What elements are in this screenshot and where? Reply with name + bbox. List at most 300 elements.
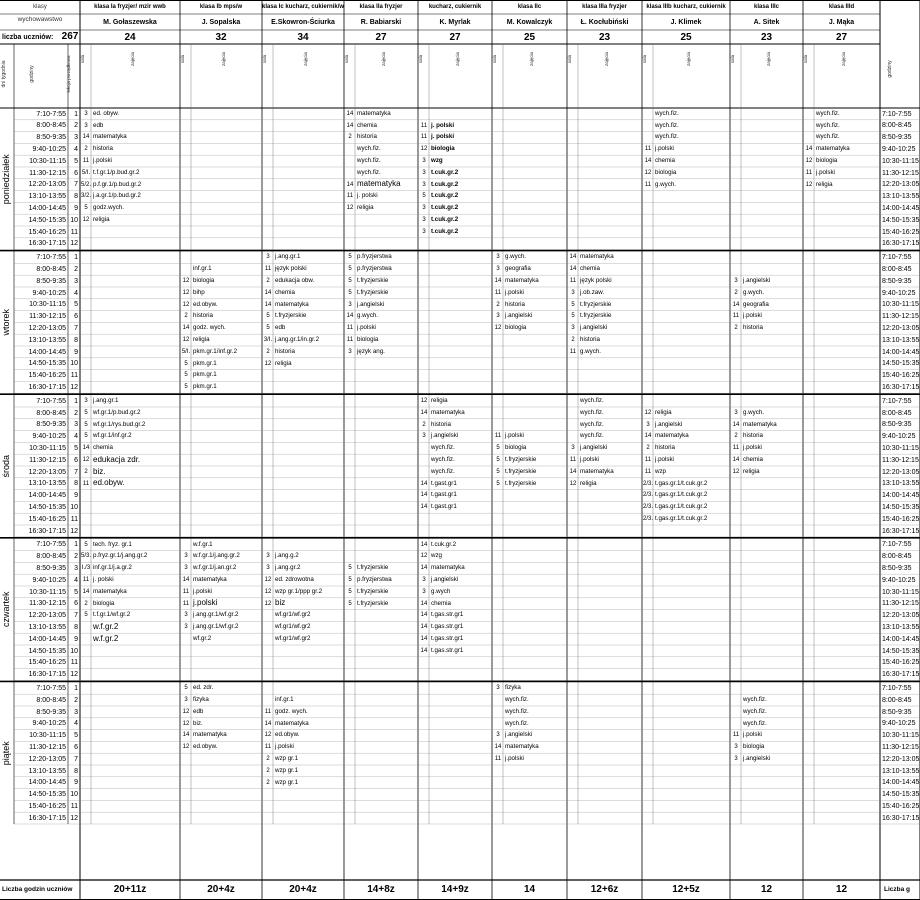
time-right-3-10: 14:50-15:35 <box>882 503 920 511</box>
lesson-3-5-5: wych.fiz. <box>431 444 455 452</box>
day-label-1: poniedziałek <box>1 153 11 204</box>
class-name-9: klasa IIIc <box>753 4 780 10</box>
lesson-4-7-2: j.ang.gr.1/wf.gr.2 <box>193 611 239 619</box>
lesson-number-2-6: 6 <box>74 313 78 321</box>
room-1-7-4: 14 <box>346 181 354 188</box>
room-5-6-3: 11 <box>264 744 272 751</box>
room-1-6-5: 3 <box>422 169 426 176</box>
room-2-12-2: 5 <box>184 384 188 391</box>
sala-label-6: sala <box>492 54 497 64</box>
lesson-2-9-7: g.wych. <box>580 347 601 355</box>
room-3-2-1: 5 <box>84 409 88 416</box>
lesson-1-7-10: religia <box>816 180 833 188</box>
room-4-2-1: 5/3. <box>81 553 92 560</box>
class-count-6: 25 <box>523 32 536 43</box>
room-2-7-6: 12 <box>494 325 502 332</box>
lesson-5-8-3: wzp gr.1 <box>275 766 299 774</box>
lesson-number-3-1: 1 <box>74 397 78 405</box>
room-3-8-1: 11 <box>82 480 90 487</box>
room-1-6-10: 11 <box>805 169 813 176</box>
room-3-3-8: 3 <box>646 421 650 428</box>
lesson-number-1-9: 9 <box>74 204 78 212</box>
room-2-9-4: 3 <box>348 348 352 355</box>
lesson-3-7-7: matematyka <box>580 467 614 475</box>
class-teacher-3: E.Skowron-Ściurka <box>271 19 335 26</box>
time-right-5-7: 12:20-13:05 <box>882 755 920 763</box>
room-5-6-9: 3 <box>734 744 738 751</box>
sala-label-8: sala <box>642 54 647 64</box>
lesson-1-7-4: matematyka <box>357 179 401 189</box>
day-label-3: środa <box>1 454 11 478</box>
lesson-1-2-4: chemia <box>357 121 377 129</box>
time-5-12: 16:30-17:15 <box>28 814 66 822</box>
lesson-3-7-6: t.fryzjerskie <box>505 467 537 475</box>
room-3-10-8: 2/3. <box>643 504 654 511</box>
lesson-3-4-1: wf.gr.1/inf.gr.2 <box>93 432 132 440</box>
sala-label-2: sala <box>180 54 185 64</box>
time-4-3: 8:50-9:35 <box>36 564 66 572</box>
lesson-1-2-5: j. polski <box>431 121 455 129</box>
lesson-number-4-10: 10 <box>70 647 78 655</box>
lesson-4-1-2: w.f.gr.1 <box>193 540 213 548</box>
lesson-1-1-10: wych.fiz. <box>816 109 840 117</box>
lesson-number-3-6: 6 <box>74 456 78 464</box>
lesson-2-12-2: pkm.gr.1 <box>193 383 217 391</box>
lesson-1-2-1: edb <box>93 121 104 129</box>
room-3-5-8: 2 <box>646 445 650 452</box>
lesson-number-5-9: 9 <box>74 779 78 787</box>
footer-hours-2: 20+4z <box>207 884 235 895</box>
room-3-11-8: 2/3. <box>643 516 654 522</box>
room-1-10-1: 12 <box>82 217 90 223</box>
lesson-2-4-2: bihp <box>193 288 205 296</box>
lesson-1-4-4: wych.fiz. <box>357 145 381 153</box>
room-4-2-3: 3 <box>266 553 270 560</box>
time-1-1: 7:10-7:55 <box>36 110 66 118</box>
time-3-5: 10:30-11:15 <box>29 444 66 452</box>
room-2-6-4: 14 <box>346 313 354 320</box>
room-4-4-5: 3 <box>422 577 426 583</box>
lesson-number-3-4: 4 <box>74 433 78 441</box>
room-3-7-9: 12 <box>732 468 740 475</box>
lesson-3-6-1: edukacja zdr. <box>93 454 141 464</box>
lesson-2-6-3: t.fryzjerskie <box>275 312 307 320</box>
room-2-5-9: 14 <box>732 301 740 308</box>
time-2-5: 10:30-11:15 <box>29 301 66 309</box>
lesson-4-5-1: matematyka <box>93 587 127 595</box>
lesson-number-3-5: 5 <box>74 444 78 452</box>
lesson-1-3-1: matematyka <box>93 133 127 141</box>
lesson-2-2-6: geografia <box>505 265 531 273</box>
time-right-1-6: 11:30-12:15 <box>882 169 919 177</box>
time-right-3-3: 8:50-9:35 <box>882 421 912 429</box>
sala-label-4: sala <box>344 54 349 64</box>
room-2-7-3: 5 <box>266 325 270 332</box>
time-3-8: 13:10-13:55 <box>28 480 66 488</box>
time-right-1-5: 10:30-11:15 <box>882 157 919 165</box>
room-1-7-10: 12 <box>805 181 813 188</box>
time-1-3: 8:50-9:35 <box>36 134 66 142</box>
lesson-2-2-7: chemia <box>580 265 600 273</box>
lesson-1-4-8: j.polski <box>655 145 674 153</box>
time-5-6: 11:30-12:15 <box>29 743 66 751</box>
lesson-number-3-10: 10 <box>70 503 78 511</box>
time-1-7: 12:20-13:05 <box>28 181 66 189</box>
time-2-1: 7:10-7:55 <box>36 254 66 262</box>
class-teacher-6: M. Kowalczyk <box>506 19 553 26</box>
lesson-3-1-5: religia <box>431 397 448 404</box>
lesson-2-7-7: j.angielski <box>580 324 608 332</box>
lesson-2-6-9: j.polski <box>743 312 762 320</box>
lesson-3-4-7: wych.fiz. <box>580 432 604 440</box>
time-right-1-2: 8:00-8:45 <box>882 122 912 130</box>
room-3-3-5: 2 <box>422 421 426 428</box>
room-1-3-5: 11 <box>420 134 428 141</box>
lesson-1-1-1: ed. obyw. <box>93 109 120 117</box>
room-5-8-3: 2 <box>266 767 270 774</box>
lesson-5-7-6: j.polski <box>505 755 524 762</box>
room-1-11-5: 3 <box>422 228 426 235</box>
time-1-8: 13:10-13:55 <box>28 193 66 201</box>
time-right-2-8: 13:10-13:55 <box>882 336 920 344</box>
room-4-3-5: 14 <box>420 565 428 572</box>
room-4-6-1: 2 <box>84 600 88 607</box>
room-5-7-6: 11 <box>494 756 502 762</box>
room-5-6-2: 12 <box>182 744 190 751</box>
room-3-9-8: 2/3. <box>643 492 654 499</box>
lekcja-label: lekcja porządkowa <box>66 55 71 93</box>
zajecia-label-10: zajęcia <box>841 52 846 67</box>
room-3-5-7: 3 <box>571 445 575 452</box>
lesson-4-2-1: p.fryz.gr.1/j.ang.gr.2 <box>93 552 148 560</box>
time-3-4: 9:40-10:25 <box>32 433 66 441</box>
lesson-5-7-9: j.angielski <box>743 755 771 762</box>
time-right-2-4: 9:40-10:25 <box>882 289 916 297</box>
lesson-number-1-5: 5 <box>74 157 78 165</box>
liczba-uczniow-label: liczba uczniów: <box>2 34 54 41</box>
time-right-2-12: 16:30-17:15 <box>882 383 920 391</box>
lesson-number-3-3: 3 <box>74 421 78 429</box>
lesson-2-3-6: matematyka <box>505 277 539 284</box>
liczba-uczniow-total: 267 <box>61 31 79 42</box>
zajecia-label-1: zajęcia <box>129 52 135 67</box>
lesson-5-7-3: wzp gr.1 <box>275 755 299 762</box>
footer-hours-8: 12+5z <box>672 884 700 895</box>
time-right-1-11: 15:40-16:25 <box>882 228 920 236</box>
day-label-2: wtorek <box>1 309 11 336</box>
lesson-number-1-10: 10 <box>70 216 78 224</box>
time-1-10: 14:50-15:35 <box>28 216 66 224</box>
class-teacher-5: K. Myrlak <box>439 19 471 26</box>
lesson-5-2-6: wych.fiz. <box>505 696 529 703</box>
lesson-4-4-2: matematyka <box>193 576 227 583</box>
lesson-3-8-5: t.gast.gr1 <box>431 479 457 487</box>
time-4-2: 8:00-8:45 <box>36 553 66 561</box>
time-2-10: 14:50-15:35 <box>28 360 66 368</box>
lesson-number-1-8: 8 <box>74 193 78 201</box>
time-right-4-2: 8:00-8:45 <box>882 553 912 561</box>
lesson-1-6-1: t.f.gr.1/p.bud.gr.2 <box>93 168 140 176</box>
room-1-7-5: 3 <box>422 181 426 188</box>
room-2-8-4: 11 <box>346 337 354 343</box>
lesson-number-5-7: 7 <box>74 755 78 763</box>
time-right-5-9: 14:00-14:45 <box>882 779 920 787</box>
room-5-1-6: 3 <box>496 685 500 692</box>
room-3-1-1: 3 <box>84 398 88 404</box>
footer-hours-1: 20+11z <box>113 884 147 895</box>
time-right-3-7: 12:20-13:05 <box>882 468 920 476</box>
time-right-3-2: 8:00-8:45 <box>882 409 912 417</box>
lesson-1-4-5: biologia <box>431 145 455 153</box>
footer-right-label: Liczba g <box>884 886 911 893</box>
lesson-4-8-3: wf.gr1/wf.gr2 <box>275 623 311 631</box>
time-right-3-4: 9:40-10:25 <box>882 433 916 441</box>
room-2-1-3: 3 <box>266 254 270 261</box>
time-2-4: 9:40-10:25 <box>32 289 66 297</box>
room-2-3-2: 12 <box>182 278 190 284</box>
lesson-3-5-8: historia <box>655 444 675 452</box>
footer-hours-10: 12 <box>835 884 848 895</box>
room-4-1-5: 14 <box>420 541 428 548</box>
room-4-6-3: 12 <box>264 600 272 607</box>
lesson-number-2-9: 9 <box>74 348 78 356</box>
lesson-number-4-9: 9 <box>74 635 78 643</box>
lesson-number-4-8: 8 <box>74 623 78 631</box>
lesson-3-6-6: t.fryzjerskie <box>505 456 537 463</box>
room-2-9-7: 11 <box>569 348 577 355</box>
room-2-4-4: 5 <box>348 289 352 296</box>
room-2-2-3: 11 <box>264 266 272 273</box>
lesson-2-3-3: edukacja obw. <box>275 277 315 284</box>
lesson-4-1-5: t.cuk.gr.2 <box>431 540 457 548</box>
room-3-10-5: 14 <box>420 504 428 511</box>
lesson-2-4-6: j.polski <box>505 288 524 296</box>
zajecia-label-7: zajęcia <box>604 52 609 67</box>
time-3-3: 8:50-9:35 <box>36 421 66 429</box>
sala-label-10: sala <box>803 54 808 64</box>
room-1-7-1: 5/2. <box>81 181 92 188</box>
room-3-4-8: 14 <box>644 433 652 440</box>
lesson-3-3-9: matematyka <box>743 420 777 428</box>
lesson-4-4-1: j. polski <box>93 576 114 583</box>
room-3-9-5: 14 <box>420 492 428 499</box>
lesson-1-5-8: chemia <box>655 157 675 164</box>
time-right-2-3: 8:50-9:35 <box>882 277 912 285</box>
lesson-number-5-3: 3 <box>74 708 78 716</box>
room-2-4-3: 14 <box>264 289 272 296</box>
room-3-7-8: 11 <box>644 468 652 475</box>
room-2-10-2: 5 <box>184 360 188 367</box>
lesson-2-3-4: t.fryzjerskie <box>357 277 389 284</box>
lesson-4-5-4: t.fryzjerskie <box>357 587 389 595</box>
lesson-5-1-2: ed. zdr. <box>193 684 214 692</box>
time-right-5-1: 7:10-7:55 <box>882 684 912 692</box>
room-2-4-7: 3 <box>571 289 575 296</box>
room-4-3-1: I./3 <box>81 565 91 572</box>
lesson-5-2-9: wych.fiz. <box>743 696 767 703</box>
lesson-number-5-5: 5 <box>74 732 78 740</box>
time-2-9: 14:00-14:45 <box>28 348 66 356</box>
lesson-number-4-5: 5 <box>74 588 78 596</box>
room-4-6-4: 5 <box>348 600 352 607</box>
lesson-1-6-8: biologia <box>655 168 677 176</box>
room-4-7-5: 14 <box>420 612 428 619</box>
lesson-4-7-1: t.f.gr.1/wf.gr.2 <box>93 611 131 619</box>
room-4-5-5: 3 <box>422 588 426 595</box>
lesson-5-4-9: wych.fiz. <box>743 719 767 727</box>
lesson-number-1-4: 4 <box>74 145 78 153</box>
lesson-4-8-5: t.gas.str.gr1 <box>431 623 464 631</box>
time-2-12: 16:30-17:15 <box>28 383 66 391</box>
time-right-1-4: 9:40-10:25 <box>882 145 916 153</box>
room-2-8-2: 12 <box>182 337 190 343</box>
lesson-3-3-8: j.angielski <box>655 420 683 428</box>
time-3-11: 15:40-16:25 <box>28 515 66 523</box>
time-5-4: 9:40-10:25 <box>32 720 66 728</box>
lesson-3-8-6: t.fryzjerskie <box>505 479 537 487</box>
time-right-2-5: 10:30-11:15 <box>882 301 919 309</box>
time-3-12: 16:30-17:15 <box>28 527 66 535</box>
time-right-5-10: 14:50-15:35 <box>882 791 920 799</box>
room-2-6-9: 11 <box>732 313 740 320</box>
time-right-1-7: 12:20-13:05 <box>882 181 920 189</box>
time-2-3: 8:50-9:35 <box>36 277 66 285</box>
lesson-5-5-3: ed.obyw. <box>275 731 300 739</box>
time-right-2-2: 8:00-8:45 <box>882 265 912 273</box>
lesson-1-5-1: j.polski <box>93 157 112 164</box>
lesson-4-6-1: biologia <box>93 599 115 607</box>
room-3-8-8: 2/3. <box>643 480 654 487</box>
lesson-4-7-3: wf.gr1/wf.gr2 <box>275 611 311 619</box>
time-right-4-5: 10:30-11:15 <box>882 588 919 596</box>
lesson-3-3-7: wych.fiz. <box>580 420 604 428</box>
room-2-5-4: 3 <box>348 301 352 308</box>
room-4-8-5: 14 <box>420 624 428 631</box>
room-2-7-7: 3 <box>571 325 575 332</box>
sala-label-7: sala <box>567 54 572 64</box>
lesson-2-1-3: j.ang.gr.1 <box>275 253 301 261</box>
room-1-3-4: 2 <box>348 134 352 141</box>
lesson-5-1-6: fizyka <box>505 684 521 692</box>
room-4-8-2: 3 <box>184 624 188 631</box>
lesson-1-8-4: j. polski <box>357 192 378 200</box>
room-1-1-4: 14 <box>346 110 354 117</box>
room-4-5-1: 14 <box>82 588 90 595</box>
lesson-number-2-12: 12 <box>70 383 78 391</box>
lesson-1-6-4: wych.fiz. <box>357 168 381 176</box>
zajecia-label-5: zajęcia <box>454 52 460 67</box>
lesson-5-6-6: matematyka <box>505 743 539 751</box>
lesson-4-9-5: t.gas.str.gr1 <box>431 635 464 642</box>
room-3-7-7: 14 <box>569 468 577 475</box>
lesson-4-3-3: j.ang.gr.2 <box>275 564 301 572</box>
lesson-number-3-11: 11 <box>70 515 78 523</box>
room-2-2-6: 3 <box>496 266 500 273</box>
sala-label-5: sala <box>418 54 423 64</box>
class-name-4: klasa IIa fryzjer <box>359 4 403 10</box>
time-4-1: 7:10-7:55 <box>36 541 66 549</box>
room-2-4-6: 11 <box>494 289 502 296</box>
wychowawstwo-label: wychowawstwo <box>17 16 63 23</box>
lesson-3-10-8: t.gas.gr.1/t.cuk.gr.2 <box>655 503 708 511</box>
lesson-3-8-1: ed.obyw. <box>93 478 125 488</box>
room-1-7-8: 11 <box>644 181 652 188</box>
lesson-3-4-6: j.polski <box>505 432 524 440</box>
lesson-4-1-1: tech. fryz. gr.1 <box>93 540 132 548</box>
footer-hours-4: 14+8z <box>367 884 395 895</box>
room-3-3-1: 5 <box>84 421 88 428</box>
room-5-5-6: 3 <box>496 732 500 739</box>
room-4-3-4: 5 <box>348 565 352 572</box>
class-count-7: 23 <box>598 32 611 43</box>
lesson-5-4-6: wych.fiz. <box>505 719 529 727</box>
room-2-3-3: 2 <box>266 278 270 284</box>
lesson-4-2-2: w.f.gr.1/j.ang.gr.2 <box>193 552 240 560</box>
lesson-2-4-4: t.fryzjerskie <box>357 288 389 296</box>
lesson-4-6-3: biz <box>275 598 286 608</box>
room-5-5-2: 14 <box>182 732 190 739</box>
room-4-2-2: 3 <box>184 553 188 560</box>
room-5-5-9: 11 <box>732 732 740 739</box>
class-name-8: klasa IIIb kucharz, cukiernik <box>646 4 726 10</box>
lesson-1-7-5: t.cuk.gr.2 <box>431 180 459 188</box>
room-4-3-2: 3 <box>184 565 188 572</box>
lesson-5-3-9: wych.fiz. <box>743 707 767 715</box>
time-right-5-11: 15:40-16:25 <box>882 802 920 810</box>
lesson-3-1-1: j.ang.gr.1 <box>93 397 119 404</box>
footer-label: Liczba godzin uczniów <box>2 886 73 893</box>
room-2-8-3: 3/I. <box>263 337 273 343</box>
lesson-number-3-2: 2 <box>74 409 78 417</box>
time-3-9: 14:00-14:45 <box>28 492 66 500</box>
lesson-1-8-5: t.cuk.gr.2 <box>431 192 459 200</box>
lesson-4-3-2: w.f.gr.1/j.an.gr.2 <box>193 564 237 572</box>
lesson-number-3-8: 8 <box>74 480 78 488</box>
room-5-1-2: 5 <box>184 685 188 692</box>
room-4-3-3: 3 <box>266 565 270 572</box>
lesson-3-6-7: j.polski <box>580 456 599 463</box>
class-name-10: klasa IIId <box>828 4 855 10</box>
lesson-number-2-7: 7 <box>74 324 78 332</box>
lesson-2-8-3: j.ang.gr.1/in.gr.2 <box>275 336 320 343</box>
time-3-6: 11:30-12:15 <box>29 456 66 464</box>
room-4-4-2: 14 <box>182 577 190 583</box>
time-2-2: 8:00-8:45 <box>36 265 66 273</box>
time-3-2: 8:00-8:45 <box>36 409 66 417</box>
room-3-5-1: 14 <box>82 445 90 452</box>
time-5-1: 7:10-7:55 <box>36 684 66 692</box>
day-label-5: piątek <box>1 741 11 766</box>
class-teacher-1: M. Gołaszewska <box>103 19 157 26</box>
lesson-number-5-1: 1 <box>74 684 78 692</box>
lesson-4-4-5: j.angielski <box>431 576 459 583</box>
time-1-2: 8:00-8:45 <box>36 122 66 130</box>
room-2-2-4: 5 <box>348 266 352 273</box>
room-1-2-5: 11 <box>420 122 428 129</box>
time-right-4-8: 13:10-13:55 <box>882 623 920 631</box>
room-3-5-9: 11 <box>732 445 740 452</box>
class-name-6: klasa IIc <box>517 4 542 10</box>
time-right-1-3: 8:50-9:35 <box>882 134 912 142</box>
lesson-3-5-9: j.polski <box>743 444 762 452</box>
lesson-1-2-10: wych.fiz. <box>816 121 840 129</box>
lesson-number-4-12: 12 <box>70 671 78 679</box>
lesson-number-1-6: 6 <box>74 169 78 177</box>
class-teacher-2: J. Sopalska <box>201 19 241 26</box>
lesson-1-1-8: wych.fiz. <box>655 109 679 117</box>
room-4-5-2: 11 <box>182 588 190 595</box>
room-4-4-3: 12 <box>264 577 272 583</box>
